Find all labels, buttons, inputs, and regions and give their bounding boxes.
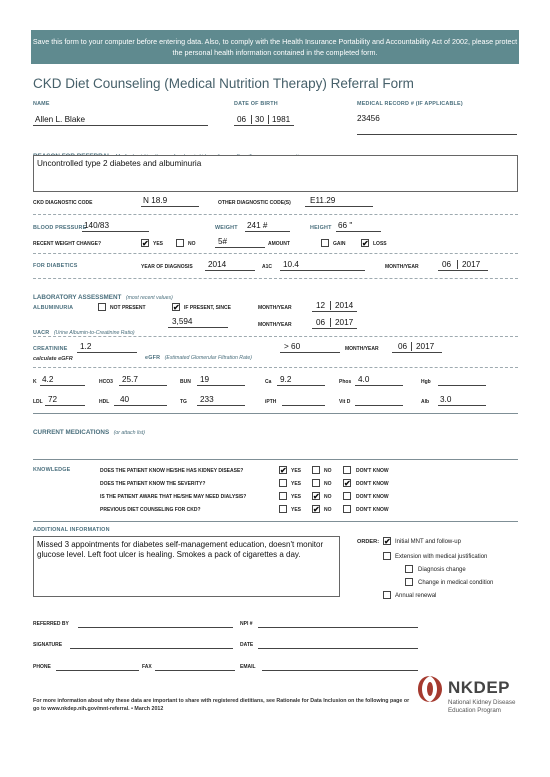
a1c-year-field[interactable]: 2017 [462, 260, 481, 269]
divider [33, 278, 518, 279]
referred-by-label: REFERRED BY [33, 621, 69, 627]
year-dx-field[interactable]: 2014 [208, 260, 227, 269]
no-label: NO [324, 507, 332, 513]
uacr-month-field[interactable]: 06 [316, 318, 326, 327]
egfr-month-field[interactable]: 06 [398, 342, 408, 351]
a1c-date-line [438, 270, 488, 271]
yes-label: YES [291, 481, 302, 487]
alb-month-field[interactable]: 12 [316, 301, 326, 310]
weight-line [245, 231, 290, 232]
order-condition-change-checkbox[interactable] [405, 578, 413, 586]
vitd-line [355, 405, 403, 406]
npi-label: NPI # [240, 621, 253, 627]
k-label: K [33, 379, 37, 385]
tg-field[interactable]: 233 [200, 395, 214, 404]
k-field[interactable]: 4.2 [42, 375, 54, 384]
q1-dk-checkbox[interactable] [343, 466, 351, 474]
hgb-line [438, 385, 486, 386]
name-line [33, 125, 208, 126]
no-label: NO [324, 468, 332, 474]
other-code-label: OTHER DIAGNOSTIC CODE(S) [218, 200, 291, 206]
lab-note: (most recent values) [125, 295, 173, 301]
divider [33, 214, 518, 215]
gain-checkbox[interactable] [321, 239, 329, 247]
phos-label: Phos [339, 379, 352, 385]
email-label: EMAIL [240, 664, 256, 670]
dob-line [234, 125, 294, 126]
alb-lab-label: Alb [421, 399, 430, 405]
date-separator [330, 318, 331, 327]
no-label: NO [324, 494, 332, 500]
referred-by-field[interactable] [78, 627, 233, 628]
other-code-line [305, 206, 373, 207]
date-separator [411, 342, 412, 351]
divider [33, 336, 518, 337]
divider [33, 459, 518, 460]
ca-label: Ca [265, 379, 272, 385]
dob-day-field[interactable]: 30 [255, 115, 265, 124]
present-checkbox[interactable]: ✔ [173, 303, 180, 312]
order-annual-renewal-checkbox[interactable] [383, 591, 391, 599]
vitd-label: Vit D [339, 399, 351, 405]
meds-field[interactable] [33, 430, 518, 456]
yes-label: YES [291, 468, 302, 474]
ipth-line [282, 405, 325, 406]
nkdep-logo-icon [415, 674, 445, 704]
order-option-label: Change in medical condition [418, 580, 494, 586]
calculate-egfr-link[interactable]: calculate eGFR [33, 356, 73, 362]
order-option-label: Annual renewal [395, 593, 437, 599]
additional-label: ADDITIONAL INFORMATION [33, 527, 110, 533]
knowledge-question: DOES THE PATIENT KNOW THE SEVERITY? [100, 481, 206, 487]
tg-label: TG [180, 399, 187, 405]
logo-subtitle [448, 699, 515, 715]
yes-label: YES [291, 507, 302, 513]
egfr-heading [145, 346, 252, 364]
creatinine-line [77, 352, 137, 353]
year-dx-label: YEAR OF DIAGNOSIS [141, 264, 193, 270]
ipth-label: iPTH [265, 399, 277, 405]
q2-yes-checkbox[interactable] [279, 479, 287, 487]
order-option-label: Diagnosis change [418, 567, 466, 573]
hdl-field[interactable]: 40 [120, 395, 130, 404]
egfr-line [280, 352, 340, 353]
a1c-label: A1C [262, 264, 273, 270]
uacr-label: UACR [33, 330, 50, 336]
k-line [40, 385, 85, 386]
bun-line [197, 385, 245, 386]
a1c-line [280, 270, 365, 271]
ldl-field[interactable]: 72 [48, 395, 58, 404]
dont-know-label: DON'T KNOW [356, 494, 389, 500]
a1c-date-label: MONTH/YEAR [385, 264, 419, 270]
height-field[interactable]: 66 " [338, 221, 353, 230]
divider [33, 521, 518, 522]
weight-label: WEIGHT [215, 225, 238, 231]
reason-textbox[interactable] [33, 155, 518, 192]
creatinine-label: CREATININE [33, 346, 68, 352]
loss-label: LOSS [373, 241, 387, 247]
q1-no-checkbox[interactable] [312, 466, 320, 474]
a1c-month-field[interactable]: 06 [442, 260, 452, 269]
order-initial-checkbox[interactable]: ✔ [384, 537, 391, 546]
q3-dk-checkbox[interactable] [343, 492, 351, 500]
phone-label: PHONE [33, 664, 51, 670]
date-separator [457, 260, 458, 269]
divider [33, 413, 518, 414]
egfr-date-label: MONTH/YEAR [345, 346, 379, 352]
q3-yes-checkbox[interactable] [279, 492, 287, 500]
hgb-label: Hgb [421, 379, 431, 385]
height-label: HEIGHT [310, 225, 332, 231]
ldl-line [45, 405, 85, 406]
knowledge-question: PREVIOUS DIET COUNSELING FOR CKD? [100, 507, 201, 513]
order-option-label: Initial MNT and follow-up [395, 539, 461, 545]
lab-label: LABORATORY ASSESSMENT [33, 294, 122, 301]
hco3-label: HCO3 [99, 379, 113, 385]
tg-line [197, 405, 245, 406]
q4-no-checkbox[interactable]: ✔ [313, 505, 320, 514]
date-separator [330, 301, 331, 310]
uacr-line [168, 327, 228, 328]
knowledge-label: KNOWLEDGE [33, 467, 71, 473]
ckd-code-line [141, 206, 199, 207]
egfr-year-field[interactable]: 2017 [416, 342, 435, 351]
q2-no-checkbox[interactable] [312, 479, 320, 487]
knowledge-question: DOES THE PATIENT KNOW HE/SHE HAS KIDNEY DISEASE? [100, 468, 244, 474]
order-extension-checkbox[interactable] [383, 552, 391, 560]
date-field[interactable] [258, 648, 418, 649]
date-label: DATE [240, 642, 254, 648]
egfr-label: eGFR [145, 355, 161, 361]
npi-field[interactable] [258, 627, 418, 628]
mrn-line [357, 134, 517, 135]
albuminuria-label: ALBUMINURIA [33, 305, 74, 311]
weight-change-label: RECENT WEIGHT CHANGE? [33, 241, 102, 247]
ckd-code-field[interactable]: N 18.9 [143, 196, 168, 205]
bp-label: BLOOD PRESSURE [33, 225, 87, 231]
hdl-label: HDL [99, 399, 110, 405]
dob-label: DATE OF BIRTH [234, 101, 278, 107]
additional-textbox[interactable] [33, 536, 340, 597]
order-option-label: Extension with medical justification [395, 554, 488, 560]
divider [33, 367, 518, 368]
name-label: NAME [33, 101, 50, 107]
weight-change-yes-checkbox[interactable]: ✔ [142, 239, 149, 248]
no-label: NO [324, 481, 332, 487]
footer-note: For more information about why these data are important to share with registered dietitians, see Rationale for Data Inclusion on the following page or go to www.nkdep.nih.gov/mnt-referral. • March 2012 [33, 698, 410, 712]
dont-know-label: DON'T KNOW [356, 468, 389, 474]
bun-label: BUN [180, 379, 191, 385]
mrn-field[interactable]: 23456 [357, 114, 380, 123]
uacr-note: (Urine Albumin-to-Creatinine Ratio) [53, 330, 135, 336]
reason-text: Uncontrolled type 2 diabetes and albuminuria [37, 159, 202, 168]
knowledge-question: IS THE PATIENT AWARE THAT HE/SHE MAY NEED DIALYSIS? [100, 494, 247, 500]
logo-wordmark: NKDEP [448, 678, 511, 697]
hipaa-banner: Save this form to your computer before entering data. Also, to comply with the Health Insurance Portability and Accountability Act of 2002, please protect the personal health information contained in the completed form. [31, 30, 519, 64]
order-diagnosis-change-checkbox[interactable] [405, 565, 413, 573]
uacr-date-line [312, 328, 357, 329]
ca-field[interactable]: 9.2 [280, 375, 292, 384]
logo-subtitle-line: Education Program [448, 707, 501, 714]
other-code-field[interactable]: E11.29 [310, 196, 336, 205]
q4-dk-checkbox[interactable] [343, 505, 351, 513]
alb-lab-line [438, 405, 486, 406]
email-field[interactable] [262, 670, 418, 671]
weight-field[interactable]: 241 # [247, 221, 268, 230]
alb-year-field[interactable]: 2014 [335, 301, 354, 310]
mrn-label: MEDICAL RECORD # (IF APPLICABLE) [357, 101, 463, 107]
q1-yes-checkbox[interactable]: ✔ [280, 466, 287, 475]
hdl-line [114, 405, 167, 406]
ckd-code-label: CKD DIAGNOSTIC CODE [33, 200, 93, 206]
phos-field[interactable]: 4.0 [358, 375, 370, 384]
phone-field[interactable] [56, 670, 139, 671]
dob-separator [251, 115, 252, 124]
amount-line [215, 247, 265, 248]
signature-label: SIGNATURE [33, 642, 63, 648]
hco3-field[interactable]: 25.7 [122, 375, 138, 384]
divider [33, 253, 518, 254]
alb-date-line [312, 311, 357, 312]
q4-yes-checkbox[interactable] [279, 505, 287, 513]
alb-lab-field[interactable]: 3.0 [440, 395, 452, 404]
loss-checkbox[interactable]: ✔ [362, 239, 369, 248]
egfr-note: (Estimated Glomerular Filtration Rate) [164, 355, 252, 361]
phos-line [355, 385, 403, 386]
fax-label: FAX [142, 664, 152, 670]
yes-label: YES [153, 241, 164, 247]
year-dx-line [205, 270, 255, 271]
bp-line [82, 231, 149, 232]
bun-field[interactable]: 19 [200, 375, 210, 384]
uacr-field[interactable]: 3,594 [172, 317, 193, 326]
gain-label: GAIN [333, 241, 346, 247]
diabetics-label: FOR DIABETICS [33, 263, 78, 269]
dont-know-label: DON'T KNOW [356, 481, 389, 487]
uacr-date-label: MONTH/YEAR [258, 322, 292, 328]
not-present-checkbox[interactable] [98, 303, 106, 311]
creatinine-field[interactable]: 1.2 [80, 342, 92, 351]
name-field[interactable]: Allen L. Blake [35, 115, 86, 124]
yes-label: YES [291, 494, 302, 500]
present-since-label: IF PRESENT, SINCE [184, 305, 231, 311]
form-title: CKD Diet Counseling (Medical Nutrition Therapy) Referral Form [33, 76, 414, 91]
meds-note: (or attach list) [113, 430, 146, 436]
q3-no-checkbox[interactable]: ✔ [313, 492, 320, 501]
dont-know-label: DON'T KNOW [356, 507, 389, 513]
a1c-field[interactable]: 10.4 [283, 260, 299, 269]
order-label: ORDER: [357, 539, 380, 545]
signature-field[interactable] [70, 648, 233, 649]
bp-field[interactable]: 140/83 [84, 221, 110, 230]
q2-dk-checkbox[interactable]: ✔ [344, 479, 351, 488]
alb-date-label: MONTH/YEAR [258, 305, 292, 311]
dob-month-field[interactable]: 06 [237, 115, 247, 124]
dob-year-field[interactable]: 1981 [272, 115, 291, 124]
additional-text: Missed 3 appointments for diabetes self-management education, doesn't monitor glucose level. Left foot ulcer is healing. Smokes a pack of cigarettes a day. [37, 540, 324, 559]
not-present-label: NOT PRESENT [110, 305, 146, 311]
amount-label: AMOUNT [268, 241, 290, 247]
amount-field[interactable]: 5# [218, 237, 228, 246]
fax-field[interactable] [155, 670, 235, 671]
ca-line [277, 385, 325, 386]
meds-label: CURRENT MEDICATIONS [33, 429, 110, 436]
no-label: NO [188, 241, 196, 247]
egfr-date-line [392, 352, 442, 353]
ldl-label: LDL [33, 399, 43, 405]
hco3-line [119, 385, 167, 386]
height-line [336, 231, 381, 232]
dob-separator [268, 115, 269, 124]
lab-heading [33, 286, 173, 304]
egfr-field[interactable]: > 60 [284, 342, 301, 351]
weight-change-no-checkbox[interactable] [176, 239, 184, 247]
uacr-year-field[interactable]: 2017 [335, 318, 354, 327]
logo-subtitle-line: National Kidney Disease [448, 699, 516, 706]
